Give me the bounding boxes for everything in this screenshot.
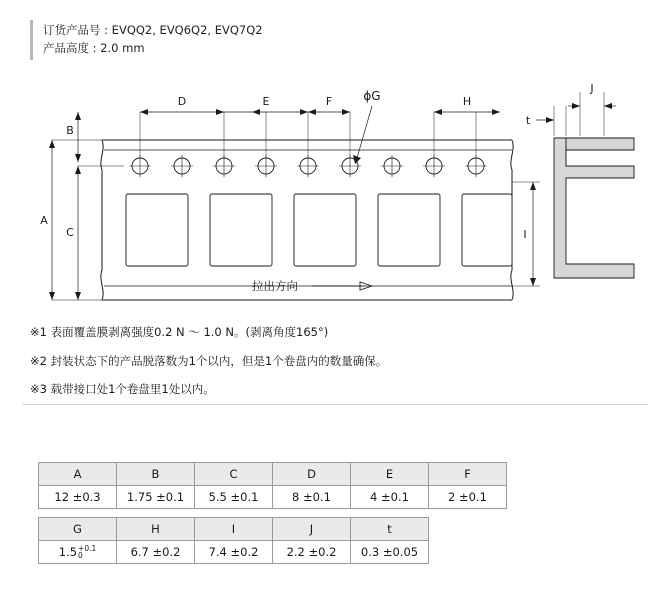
table-header-cell: D	[273, 463, 351, 486]
table-value-cell: 8 ±0.1	[273, 486, 351, 509]
table-value-cell: 1.75 ±0.1	[117, 486, 195, 509]
dim-label-B: B	[66, 124, 74, 137]
table-value-cell: 6.7 ±0.2	[117, 541, 195, 564]
header-line-product-height: 产品高度 : 2.0 mm	[43, 40, 145, 55]
dim-label-D: D	[177, 95, 187, 108]
dim-label-F: F	[325, 95, 333, 108]
table-header-cell: I	[195, 518, 273, 541]
table-row	[39, 541, 429, 564]
carrier-tape-drawing	[20, 78, 650, 308]
table-value-cell: 2 ±0.1	[429, 486, 507, 509]
table-value-cell: 4 ±0.1	[351, 486, 429, 509]
dimension-tables	[38, 462, 507, 572]
g-tolerance-lower: 0	[78, 551, 83, 560]
table-row	[39, 463, 507, 486]
product-header-note	[30, 20, 263, 60]
dim-label-C: C	[66, 226, 74, 239]
note-1: ※1 表面覆盖膜剥离强度0.2 N ～ 1.0 N。(剥离角度165°)	[30, 325, 329, 339]
section-divider	[22, 404, 648, 405]
dim-label-phi-G: ϕG	[363, 89, 381, 103]
dimension-table-2	[38, 517, 429, 564]
table-value-cell: 7.4 ±0.2	[195, 541, 273, 564]
note-3: ※3 载带接口处1个卷盘里1处以内。	[30, 382, 215, 397]
table-value-cell: 5.5 ±0.1	[195, 486, 273, 509]
g-tolerance	[78, 545, 96, 560]
table-value-cell: 2.2 ±0.2	[273, 541, 351, 564]
table-value-cell: 0.3 ±0.05	[351, 541, 429, 564]
table-header-cell: B	[117, 463, 195, 486]
dimension-table-1	[38, 462, 507, 509]
table-value-cell-g	[39, 541, 117, 564]
table-header-cell: t	[351, 518, 429, 541]
table-row	[39, 486, 507, 509]
notes-block	[30, 325, 387, 411]
dim-label-A: A	[40, 214, 48, 227]
table-header-cell: H	[117, 518, 195, 541]
table-header-cell: E	[351, 463, 429, 486]
table-header-cell: A	[39, 463, 117, 486]
pull-direction-label: 拉出方向	[252, 279, 298, 293]
dim-label-E: E	[262, 95, 270, 108]
table-header-cell: G	[39, 518, 117, 541]
dim-label-H: H	[462, 95, 472, 108]
g-nominal: 1.5	[58, 544, 78, 559]
dim-label-J: J	[590, 82, 594, 95]
header-line-order-number: 订货产品号 : EVQQ2, EVQ6Q2, EVQ7Q2	[43, 23, 263, 37]
g-tolerance-upper: +0.1	[78, 543, 97, 553]
table-header-cell: J	[273, 518, 351, 541]
dim-label-t: t	[525, 114, 531, 127]
note-2: ※2 封装状态下的产品脱落数为1个以内，但是1个卷盘内的数量确保。	[30, 353, 388, 368]
table-header-cell: F	[429, 463, 507, 486]
dim-label-I: I	[523, 228, 527, 241]
table-value-cell: 12 ±0.3	[39, 486, 117, 509]
table-row	[39, 518, 429, 541]
table-header-cell: C	[195, 463, 273, 486]
